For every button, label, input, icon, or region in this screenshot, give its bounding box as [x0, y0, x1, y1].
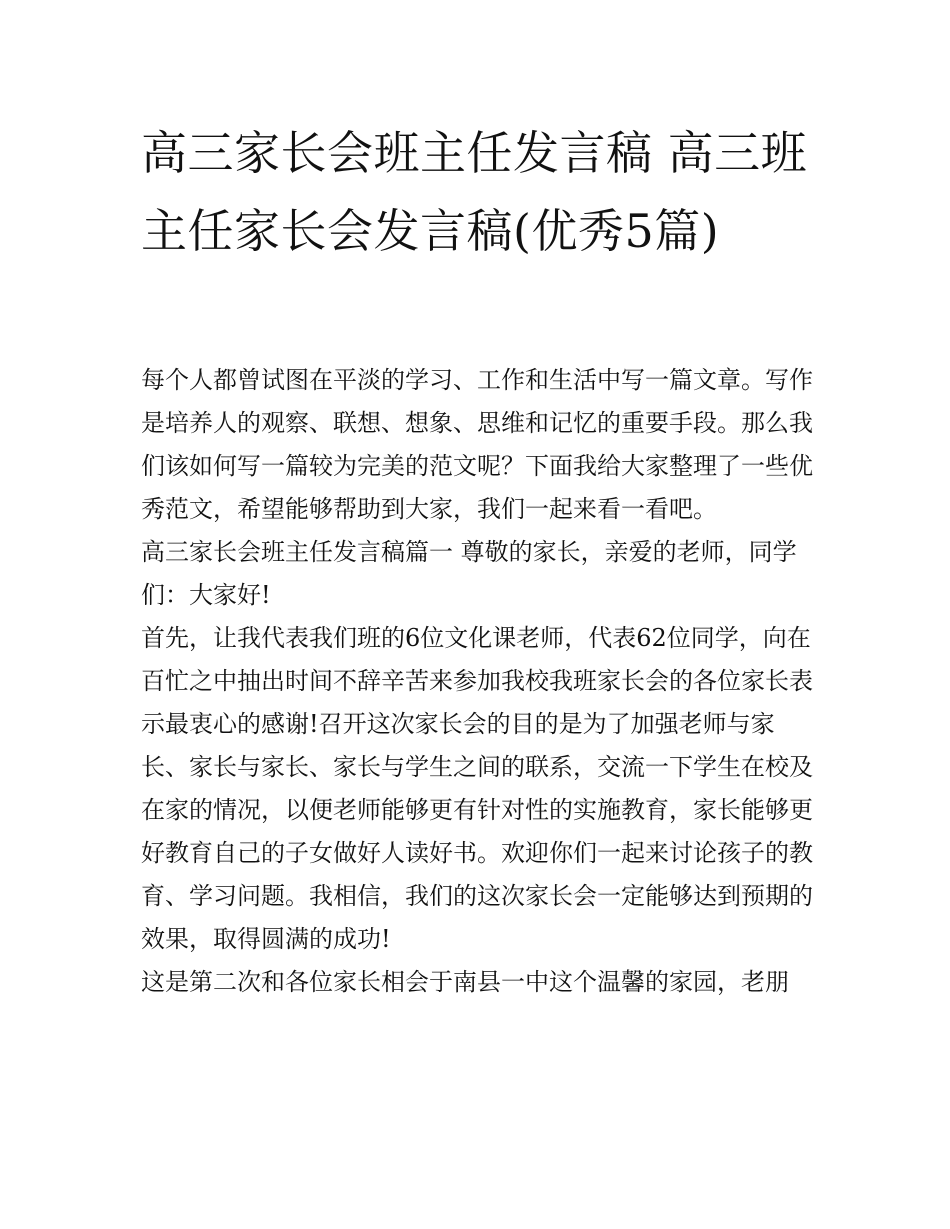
paragraph-thanks: 首先，让我代表我们班的6位文化课老师，代表62位同学，向在百忙之中抽出时间不辞辛苦来参加我校我班家长会的各位家长表示最衷心的感谢!召开这次家长会的目的是为了加强老师与家长、家长与家长、家长与学生之间的联系，交流一下学生在校及在家的情况，以便老师能够更有针对性的实施教育，家长能够更好教育自己的子女做好人读好书。欢迎你们一起来讨论孩子的教育、学习问题。我相信，我们的这次家长会一定能够达到预期的效果，取得圆满的成功!: [141, 624, 813, 953]
paragraph-intro: 每个人都曾试图在平淡的学习、工作和生活中写一篇文章。写作是培养人的观察、联想、想象、思维和记忆的重要手段。那么我们该如何写一篇较为完美的范文呢？下面我给大家整理了一些优秀范文，希望能够帮助到大家，我们一起来看一看吧。: [141, 366, 813, 523]
document-title: 高三家长会班主任发言稿 高三班主任家长会发言稿(优秀5篇): [141, 126, 808, 258]
paragraph-greeting: 高三家长会班主任发言稿篇一 尊敬的家长，亲爱的老师，同学们：大家好!: [141, 538, 797, 609]
document-body: [141, 359, 821, 1004]
paragraph-continuation: 这是第二次和各位家长相会于南县一中这个温馨的家园，老朋: [141, 968, 789, 996]
